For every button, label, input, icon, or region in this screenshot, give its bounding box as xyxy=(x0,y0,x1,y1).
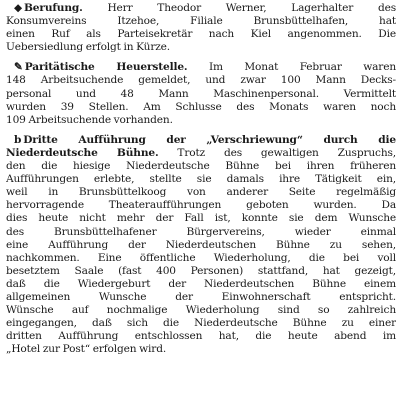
article-text-line: nachkommen. Eine öffentliche Wiederholung, die bei voll xyxy=(6,251,396,264)
article-text-line: Aufführungen erlebte, stellte sie damals ihre Tätigkeit ein, xyxy=(6,173,396,186)
article-text-line: 148 Arbeitsuchende gemeldet, und zwar 100 Mann Decks- xyxy=(6,74,396,87)
article-text-line: des Brunsbüttelhafener Bürgervereins, wieder einmal xyxy=(6,225,396,238)
article-first-line xyxy=(6,134,396,147)
article-text-line: allgemeinen Wunsche der Einwohnerschaft entspricht. xyxy=(6,290,396,303)
article-text-line: eingegangen, daß sich die Niederdeutsche Bühne zu einer xyxy=(6,317,396,330)
article-text-line: daß die Wiedergeburt der Niederdeutschen Bühne einem xyxy=(6,277,396,290)
article-text-line: eine Aufführung der Niederdeutschen Bühne zu sehen, xyxy=(6,238,396,251)
article-heading: Dritte Aufführung der „Verschriewung“ durch die xyxy=(23,133,396,146)
article-text-line: Uebersiedlung erfolgt in Kürze. xyxy=(6,41,171,54)
article-heading: Berufung. xyxy=(24,2,83,14)
article-text-line: hervorragende Theateraufführungen geboten wurden. Da xyxy=(6,199,396,212)
article-text-line: Trotz des gewaltigen Zuspruchs, xyxy=(158,146,396,159)
pen-bullet-icon: ✎ xyxy=(14,61,23,74)
article-niederdeutsche-buehne xyxy=(6,134,396,357)
article-first-line xyxy=(6,61,396,74)
article-text-line: Im Monat Februar waren xyxy=(187,61,396,74)
article-text-line: dritten Aufführung entschlossen hat, die heute abend im xyxy=(6,330,396,343)
newspaper-column xyxy=(6,2,396,356)
article-second-line xyxy=(6,147,396,160)
article-text-line: 109 Arbeitsuchende vorhanden. xyxy=(6,113,173,126)
article-text-line: „Hotel zur Post“ erfolgen wird. xyxy=(6,343,167,356)
diamond-bullet-icon: ◆ xyxy=(14,2,22,14)
article-berufung xyxy=(6,2,396,54)
article-heuerstelle xyxy=(6,61,396,126)
article-text-line: Wünsche auf nochmalige Wiederholung sind so zahlreich xyxy=(6,304,396,317)
article-text-line: Konsumvereins Itzehoe, Filiale Brunsbüttelhafen, hat xyxy=(6,15,396,28)
article-text-line: den die hiesige Niederdeutsche Bühne bei ihren früheren xyxy=(6,160,396,173)
article-heading: Paritätische Heuerstelle. xyxy=(24,61,188,74)
article-marker: b xyxy=(14,133,22,146)
article-text-line: personal und 48 Mann Maschinenpersonal. Vermittelt xyxy=(6,87,396,100)
article-text-line: einen Ruf als Parteisekretär nach Kiel angenommen. Die xyxy=(6,28,396,41)
article-heading-continued: Niederdeutsche Bühne. xyxy=(6,146,159,159)
article-first-line xyxy=(6,2,396,15)
article-text-line: dies heute nicht mehr der Fall ist, konnte sie dem Wunsche xyxy=(6,212,396,225)
article-text-line: besetztem Saale (fast 400 Personen) stattfand, hat gezeigt, xyxy=(6,264,396,277)
article-text-line: weil in Brunsbüttelkoog von anderer Seite regelmäßig xyxy=(6,186,396,199)
article-text-line: Herr Theodor Werner, Lagerhalter des xyxy=(82,2,396,14)
article-text-line: wurden 39 Stellen. Am Schlusse des Monats waren noch xyxy=(6,100,396,113)
